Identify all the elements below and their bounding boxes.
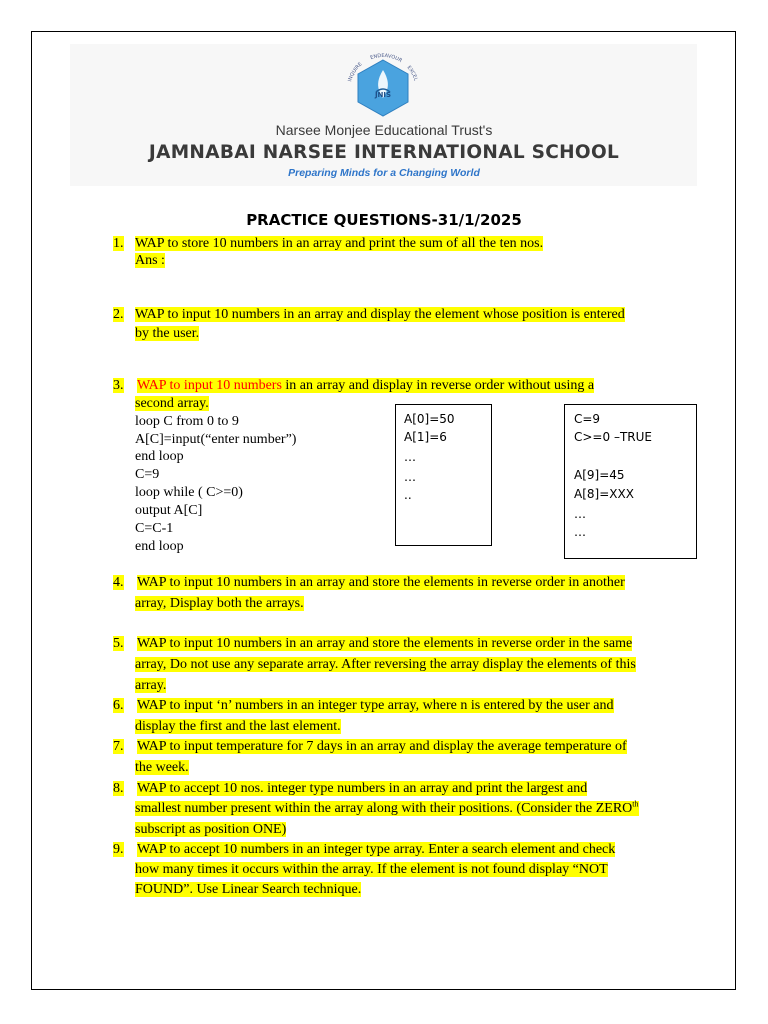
logo-word-inquire: INQUIRE	[347, 61, 364, 83]
q1-text: WAP to store 10 numbers in an array and print the sum of all the ten nos.	[135, 236, 544, 251]
q9-line-3: FOUND”. Use Linear Search technique.	[135, 882, 362, 897]
q1-number: 1.	[113, 236, 124, 251]
page-title: PRACTICE QUESTIONS-31/1/2025	[246, 211, 522, 229]
q6-line-1: WAP to input ‘n’ numbers in an integer type array, where n is entered by the user and	[137, 698, 614, 713]
logo-word-excel: EXCEL	[405, 64, 419, 82]
q3-red-text: WAP to input 10 numbers	[137, 378, 282, 393]
box1-line-3: …	[404, 450, 416, 464]
q3-code-line-8: end loop	[135, 539, 184, 554]
q3-code-line-2: A[C]=input(“enter number”)	[135, 432, 297, 447]
q3-code-line-6: output A[C]	[135, 503, 203, 518]
school-logo	[340, 48, 426, 120]
q3-number: 3.	[113, 378, 124, 393]
q5-line-3: array.	[135, 678, 167, 693]
box1-line-1: A[0]=50	[404, 412, 455, 426]
q7-line-2: the week.	[135, 760, 189, 775]
q3-code-line-7: C=C-1	[135, 521, 174, 536]
logo-text: JNIS	[374, 91, 392, 99]
q4-line-1: WAP to input 10 numbers in an array and store the elements in reverse order in another	[137, 575, 625, 590]
box2-line-2: C>=0 –TRUE	[574, 430, 652, 444]
q2-number: 2.	[113, 307, 124, 322]
box2-line-4: A[8]=XXX	[574, 487, 634, 501]
q9-number: 9.	[113, 842, 124, 857]
school-tagline: Preparing Minds for a Changing World	[288, 167, 480, 179]
q6-number: 6.	[113, 698, 124, 713]
box1-line-4: …	[404, 470, 416, 484]
box2-line-6: …	[574, 525, 586, 539]
q3-code-line-1: loop C from 0 to 9	[135, 414, 239, 429]
q8-number: 8.	[113, 781, 124, 796]
q5-line-2: array, Do not use any separate array. After reversing the array display the elements of this	[135, 657, 636, 672]
logo-word-endeavour: ENDEAVOUR	[369, 52, 404, 65]
box2-line-1: C=9	[574, 412, 601, 426]
q6-line-2: display the first and the last element.	[135, 719, 341, 734]
q9-line-1: WAP to accept 10 numbers in an integer type array. Enter a search element and check	[137, 842, 616, 857]
q3-code-line-3: end loop	[135, 449, 184, 464]
q3-code-line-4: C=9	[135, 467, 160, 482]
trust-name: Narsee Monjee Educational Trust's	[275, 122, 493, 138]
q2-line-2: by the user.	[135, 326, 200, 341]
q3-line-2: second array.	[135, 396, 209, 411]
q8-line-1: WAP to accept 10 nos. integer type numbers in an array and print the largest and	[137, 781, 588, 796]
q2-line-1: WAP to input 10 numbers in an array and display the element whose position is entered	[135, 307, 625, 322]
box2-line-3: A[9]=45	[574, 468, 625, 482]
q8-line-2: smallest number present within the array along with their positions. (Consider the $ZERO^{th}$	[135, 799, 639, 816]
q4-number: 4.	[113, 575, 124, 590]
q7-line-1: WAP to input temperature for 7 days in an array and display the average temperature of	[137, 739, 627, 754]
box1-line-2: A[1]=6	[404, 430, 447, 444]
q3-code-line-5: loop while ( C>=0)	[135, 485, 243, 500]
q7-number: 7.	[113, 739, 124, 754]
q4-line-2: array, Display both the arrays.	[135, 596, 304, 611]
q1-answer-label: Ans :	[135, 253, 165, 268]
q3-line-1: WAP to input 10 numbers in an array and display in reverse order without using a	[137, 378, 595, 393]
q5-number: 5.	[113, 636, 124, 651]
school-name: JAMNABAI NARSEE INTERNATIONAL SCHOOL	[148, 142, 620, 163]
box2-line-5: …	[574, 507, 586, 521]
q8-line-3: subscript as position ONE)	[135, 822, 287, 837]
q9-line-2: how many times it occurs within the array. If the element is not found display “NOT	[135, 862, 608, 877]
q8-superscript: th	[632, 799, 639, 809]
q5-line-1: WAP to input 10 numbers in an array and store the elements in reverse order in the same	[137, 636, 633, 651]
box1-line-5: ..	[404, 488, 412, 502]
